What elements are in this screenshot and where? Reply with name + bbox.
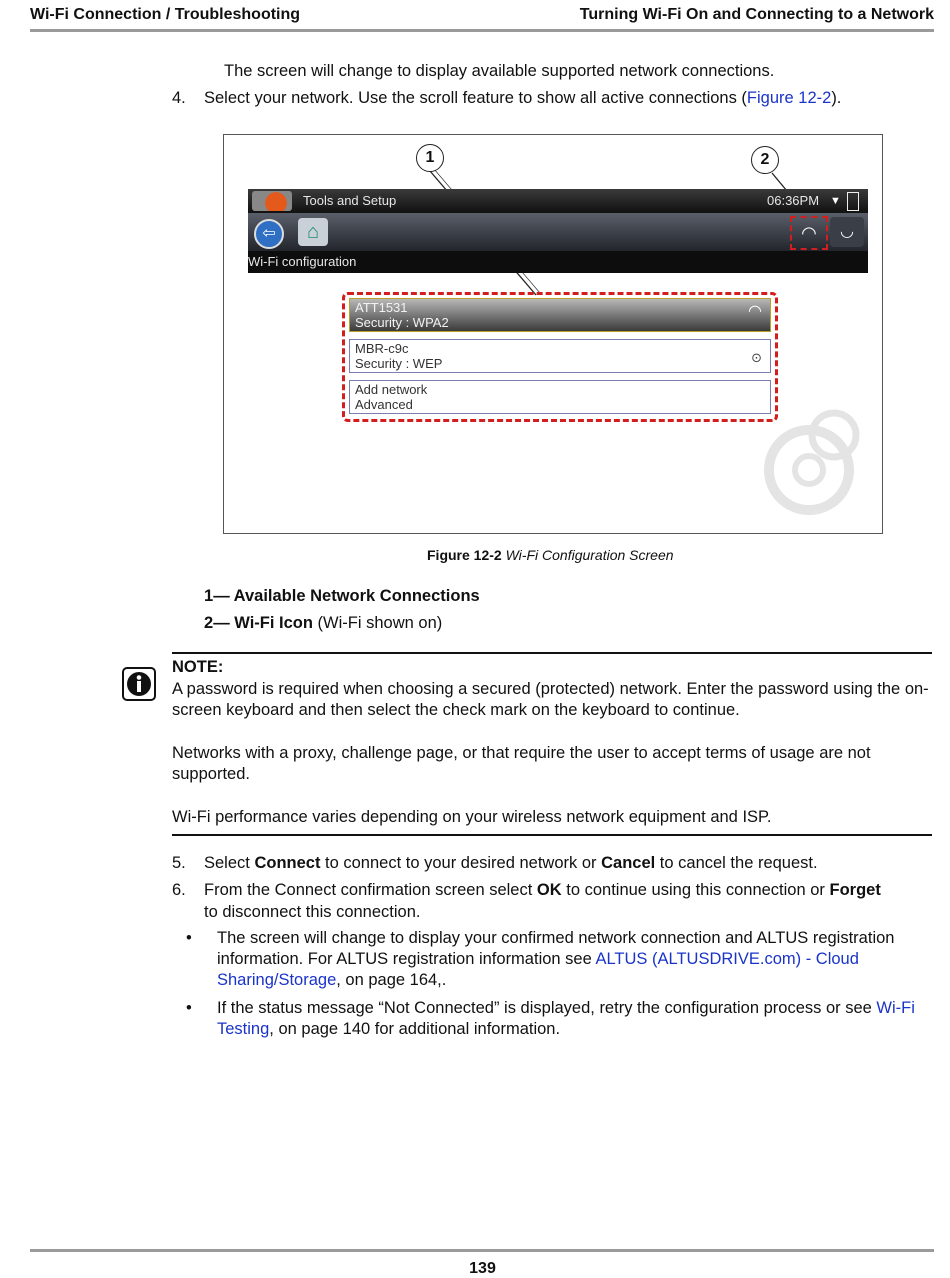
cancel-keyword: Cancel — [601, 854, 656, 872]
step-4-end: ). — [831, 89, 842, 107]
legend-label: Available Network Connections — [233, 587, 480, 605]
gear-watermark — [769, 413, 856, 510]
network-item-mbr-c9c[interactable] — [349, 339, 771, 373]
callout-1: 1 — [416, 144, 444, 172]
add-network-label: Add network — [355, 382, 428, 397]
note-bottom-rule — [172, 834, 932, 836]
bullet-item-1 — [217, 928, 927, 991]
info-glyph — [124, 669, 154, 699]
network-name: ATT1531 — [355, 300, 408, 315]
header-chapter-title: Turning Wi-Fi On and Connecting to a Network — [579, 6, 934, 23]
figure-link[interactable]: Figure 12-2 — [746, 89, 832, 107]
bullet-2-end: , on page 140 for additional information. — [269, 1020, 561, 1038]
step-6-continued: to disconnect this connection. — [204, 903, 421, 921]
legend-number: 1 — [204, 587, 214, 605]
step-6: From the Connect confirmation screen select OK to continue using this connection or Forget — [204, 881, 881, 899]
bullet-item-2 — [217, 998, 932, 1040]
locked-wifi-icon: ⊙ — [751, 350, 762, 365]
connect-keyword: Connect — [254, 854, 321, 872]
caption-label: Figure 12-2 — [427, 547, 502, 563]
add-network-item[interactable] — [349, 380, 771, 414]
clock: 06:36PM — [767, 193, 820, 208]
wifi-icon[interactable]: ◠ — [790, 216, 828, 250]
home-button-icon[interactable]: ⌂ — [298, 218, 328, 246]
tools-gear-icon — [252, 191, 292, 211]
status-bar — [248, 189, 868, 213]
note-paragraph-2: Networks with a proxy, challenge page, or that require the user to accept terms of usage are not supported. — [172, 744, 871, 783]
header-section-title: Wi-Fi Connection / Troubleshooting — [30, 6, 301, 23]
note-paragraph-3: Wi-Fi performance varies depending on your wireless network equipment and ISP. — [172, 808, 772, 826]
screen-subtitle: Wi-Fi configuration — [248, 254, 357, 269]
available-networks-list — [342, 292, 778, 422]
page-number: 139 — [469, 1260, 496, 1277]
caption-text: Wi-Fi Configuration Screen — [505, 547, 674, 563]
legend-number: 2 — [204, 614, 214, 632]
legend-item-1: 1— Available Network Connections — [204, 587, 480, 605]
subtitle-bar — [248, 251, 868, 273]
legend-item-2: 2— Wi-Fi Icon (Wi-Fi shown on) — [204, 614, 443, 632]
bullet-1-end: , on page 164,. — [336, 971, 447, 989]
step-4-text: Select your network. Use the scroll feature to show all active connections ( — [204, 89, 747, 107]
back-button-icon[interactable]: ⇦ — [254, 219, 284, 249]
wifi-testing-link[interactable]: Wi-Fi Testing — [217, 999, 915, 1038]
legend-label: Wi-Fi Icon — [234, 614, 313, 632]
screen-title: Tools and Setup — [303, 193, 397, 208]
step-4-number: 4. — [172, 89, 186, 107]
battery-icon — [847, 192, 859, 211]
callout-2: 2 — [751, 146, 779, 174]
step-6-number: 6. — [172, 881, 186, 899]
step-4 — [204, 88, 841, 109]
info-icon — [122, 667, 156, 701]
wifi-status-icon: ▼ — [830, 195, 841, 207]
toolbar — [248, 213, 868, 251]
legend-extra: (Wi-Fi shown on) — [312, 614, 443, 632]
note-top-rule — [172, 652, 932, 654]
device-screen — [248, 189, 868, 275]
intro-line: The screen will change to display available supported network connections. — [224, 62, 775, 80]
wifi-signal-icon: ◠ — [748, 303, 762, 320]
bullet-1-text: The screen will change to display your confirmed network connection and ALTUS registration information. For ALTUS registration information see — [217, 929, 895, 968]
network-item-att1531[interactable] — [349, 298, 771, 332]
note-title: NOTE: — [172, 658, 224, 676]
network-name: MBR-c9c — [355, 341, 409, 356]
bullet-marker: • — [186, 999, 192, 1017]
ok-keyword: OK — [536, 881, 562, 899]
altus-link[interactable]: ALTUS (ALTUSDRIVE.com) - Cloud Sharing/Storage — [217, 950, 859, 989]
forget-keyword: Forget — [829, 881, 881, 899]
bullet-marker: • — [186, 929, 192, 947]
step-5: Select Connect to connect to your desired network or Cancel to cancel the request. — [204, 854, 818, 872]
network-security: Security : WPA2 — [355, 315, 449, 330]
footer-rule — [30, 1249, 934, 1252]
network-security: Security : WEP — [355, 356, 443, 371]
note-paragraph-1: A password is required when choosing a secured (protected) network. Enter the password using the on-screen keyboard and then select the check mark on the keyboard to continue. — [172, 680, 929, 719]
bullet-2-text: If the status message “Not Connected” is displayed, retry the configuration process or see — [217, 999, 877, 1017]
advanced-label: Advanced — [355, 397, 413, 412]
figure-caption — [427, 547, 674, 563]
step-5-number: 5. — [172, 854, 186, 872]
header-rule — [30, 29, 934, 32]
figure-frame — [223, 134, 883, 534]
gauge-icon[interactable]: ◡ — [830, 217, 864, 247]
